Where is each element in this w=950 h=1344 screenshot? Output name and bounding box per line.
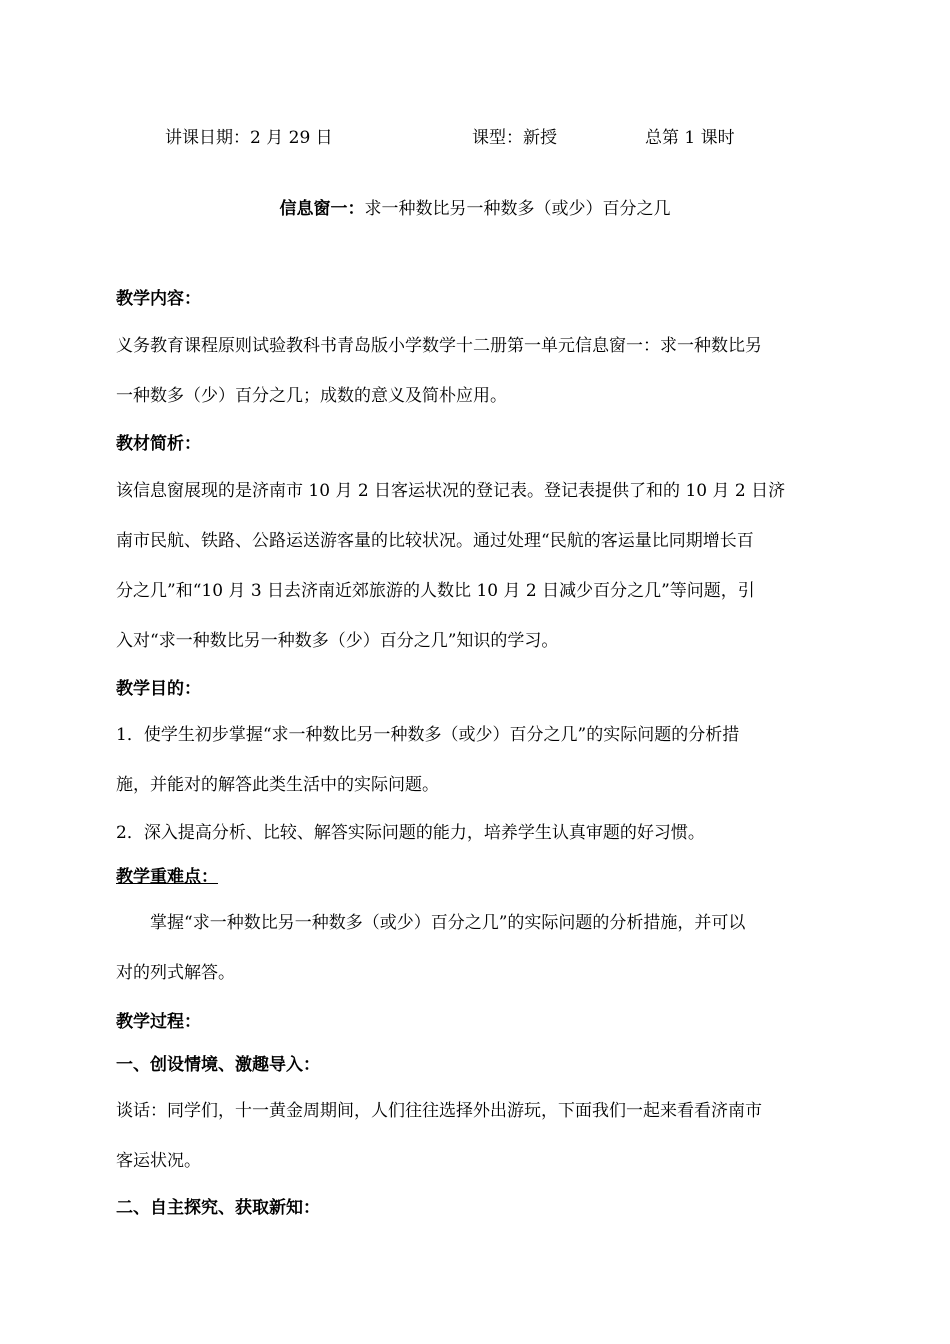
lesson-period: 总第 1 课时 bbox=[645, 128, 735, 148]
lesson-header bbox=[0, 127, 950, 149]
analysis-heading: 教材简析： bbox=[116, 434, 201, 454]
analysis-line: 南市民航、铁路、公路运送游客量的比较状况。通过处理“民航的客运量比同期增长百 bbox=[116, 531, 754, 551]
analysis-line: 入对“求一种数比另一种数多（少）百分之几”知识的学习。 bbox=[116, 631, 559, 651]
lesson-date: 讲课日期：2 月 29 日 bbox=[165, 128, 333, 148]
page-title bbox=[0, 198, 950, 220]
title-text: 求一种数比另一种数多（或少）百分之几 bbox=[364, 199, 671, 219]
analysis-line: 该信息窗展现的是济南市 10 月 2 日客运状况的登记表。登记表提供了和的 10 月 2 日济 bbox=[116, 481, 786, 501]
process-heading: 教学过程： bbox=[116, 1012, 201, 1032]
goals-heading: 教学目的： bbox=[116, 679, 201, 699]
keypoints-heading: 教学重难点： bbox=[116, 867, 218, 887]
step1-line: 谈话：同学们，十一黄金周期间，人们往往选择外出游玩，下面我们一起来看看济南市 bbox=[116, 1101, 762, 1121]
keypoints-line: 对的列式解答。 bbox=[116, 963, 235, 983]
content-line: 义务教育课程原则试验教科书青岛版小学数学十二册第一单元信息窗一：求一种数比另 bbox=[116, 336, 762, 356]
step1-heading: 一、创设情境、激趣导入： bbox=[116, 1055, 320, 1075]
step1-line: 客运状况。 bbox=[116, 1151, 201, 1171]
analysis-line: 分之几”和“10 月 3 日去济南近郊旅游的人数比 10 月 2 日减少百分之几”等问题，引 bbox=[116, 581, 755, 601]
lesson-type: 课型：新授 bbox=[472, 128, 557, 148]
keypoints-line: 掌握“求一种数比另一种数多（或少）百分之几”的实际问题的分析措施，并可以 bbox=[116, 913, 746, 933]
content-line: 一种数多（少）百分之几；成数的意义及简朴应用。 bbox=[116, 386, 507, 406]
step2-heading: 二、自主探究、获取新知： bbox=[116, 1198, 320, 1218]
content-heading: 教学内容： bbox=[116, 289, 201, 309]
goals-line: 2．深入提高分析、比较、解答实际问题的能力，培养学生认真审题的好习惯。 bbox=[116, 823, 705, 843]
title-prefix: 信息窗一： bbox=[279, 199, 365, 219]
goals-line: 1．使学生初步掌握“求一种数比另一种数多（或少）百分之几”的实际问题的分析措 bbox=[116, 725, 740, 745]
goals-line: 施，并能对的解答此类生活中的实际问题。 bbox=[116, 775, 439, 795]
